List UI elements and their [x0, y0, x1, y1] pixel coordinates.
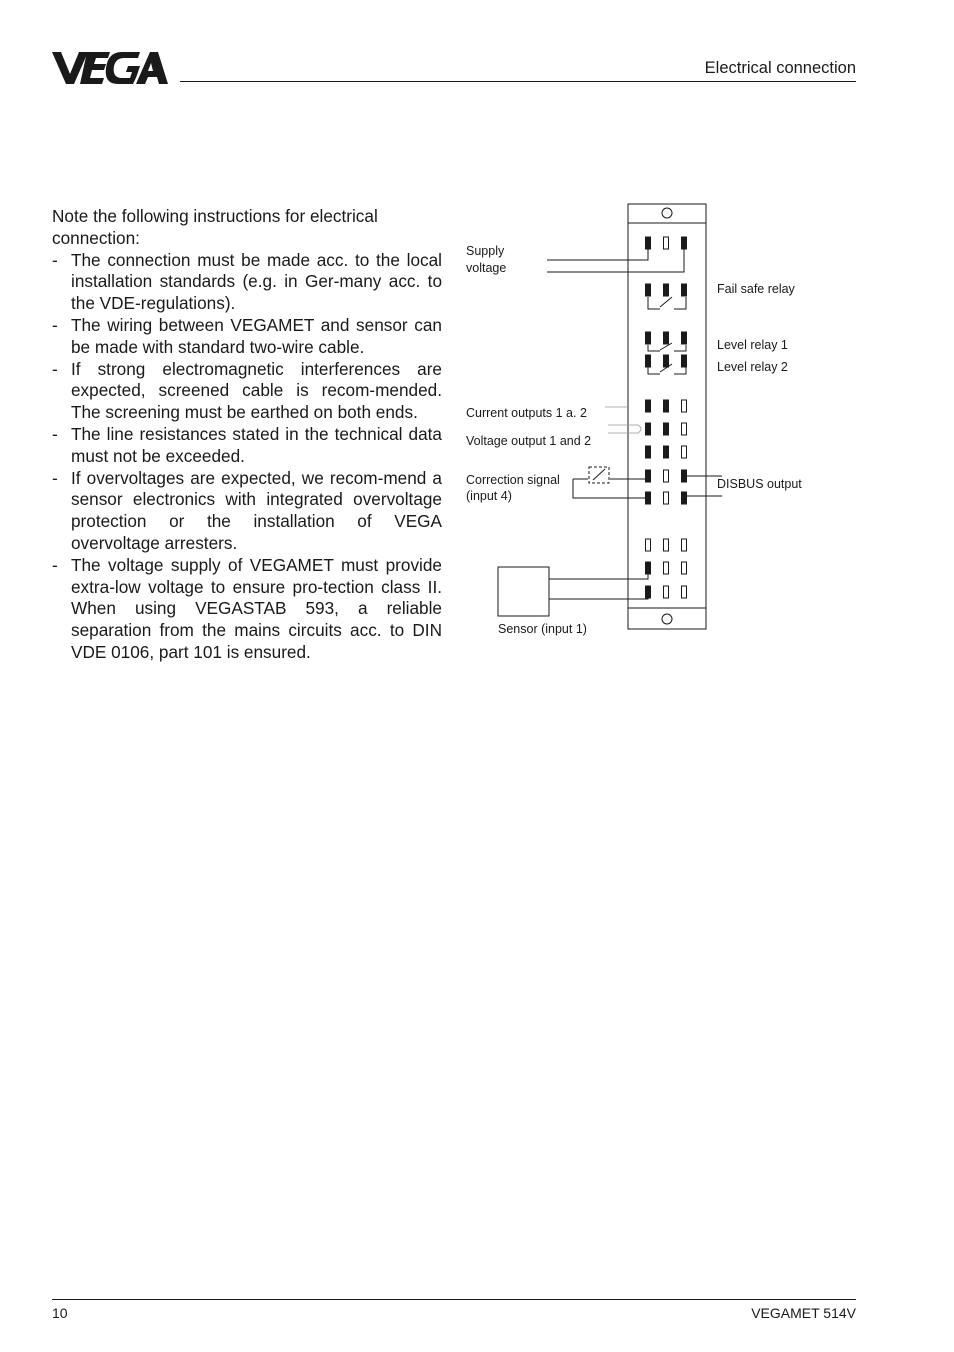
terminal-group [646, 237, 687, 598]
correction-label-1: Correction signal [466, 473, 560, 487]
terminal-pin [664, 586, 669, 598]
terminal-pin [682, 423, 687, 435]
terminal-pin [682, 332, 687, 344]
sensor-wire-2 [549, 593, 648, 599]
level-relay-1-label: Level relay 1 [717, 338, 788, 352]
terminal-pin [682, 400, 687, 412]
terminal-pin [664, 355, 669, 367]
terminal-pin [682, 470, 687, 482]
list-item: - The connection must be made acc. to the local installation standards (e.g. in Ger-many acc. to the VDE-regulations). [52, 249, 442, 314]
mounting-hole-top [662, 208, 672, 218]
correction-switch-blade [593, 469, 605, 480]
mounting-hole-bottom [662, 614, 672, 624]
list-item: - The wiring between VEGAMET and sensor can be made with standard two-wire cable. [52, 314, 442, 357]
wiring-diagram-svg [460, 195, 840, 645]
terminal-pin [664, 237, 669, 249]
terminal-pin [646, 470, 651, 482]
page-number: 10 [52, 1305, 68, 1321]
terminal-pin [646, 284, 651, 296]
terminal-pin [682, 446, 687, 458]
terminal-pin [664, 492, 669, 504]
correction-wire-low [573, 479, 648, 498]
terminal-pin [682, 355, 687, 367]
level2-switch-left [648, 367, 660, 374]
terminal-pin [646, 400, 651, 412]
terminal-pin [646, 423, 651, 435]
product-name: VEGAMET 514V [751, 1305, 856, 1321]
disbus-label: DISBUS output [717, 477, 802, 491]
level2-switch-right [674, 367, 686, 374]
list-item: - The voltage supply of VEGAMET must provide extra-low voltage to ensure pro-tection class II. When using VEGASTAB 593, a reliable separation from the mains circuits acc. to DIN VDE 0106, part 101 is ensured. [52, 554, 442, 662]
terminal-pin [664, 400, 669, 412]
fail-safe-label: Fail safe relay [717, 282, 795, 296]
voltage-output-label: Voltage output 1 and 2 [466, 434, 592, 448]
supply-label-2: voltage [466, 261, 507, 275]
footer-rule [52, 1299, 856, 1300]
terminal-pin [646, 539, 651, 551]
list-item: - The line resistances stated in the technical data must not be exceeded. [52, 423, 442, 466]
correction-label-2: (input 4) [466, 489, 512, 503]
terminal-pin [682, 562, 687, 574]
terminal-pin [682, 492, 687, 504]
wiring-diagram [460, 195, 840, 645]
intro-text [52, 206, 442, 664]
terminal-pin [646, 355, 651, 367]
terminal-pin [664, 423, 669, 435]
terminal-pin [664, 332, 669, 344]
list-item: - If overvoltages are expected, we recom-mend a sensor electronics with integrated overvoltage protection or the installation of VEGA overvoltage arresters. [52, 467, 442, 553]
level1-switch-left [648, 345, 660, 351]
sensor-box [498, 567, 549, 616]
terminal-pin [682, 284, 687, 296]
terminal-pin [682, 586, 687, 598]
header-rule [180, 81, 856, 82]
terminal-pin [664, 470, 669, 482]
instruction-list [52, 250, 442, 664]
current-outputs-label: Current outputs 1 a. 2 [466, 406, 587, 420]
terminal-pin [664, 284, 669, 296]
terminal-pin [664, 562, 669, 574]
level1-switch-right [674, 345, 686, 351]
list-item: - If strong electromagnetic interferences are expected, screened cable is recom-mended. The screening must be earthed on both ends. [52, 358, 442, 423]
sensor-wire-1 [549, 571, 648, 579]
voltage-output-lead [608, 425, 641, 433]
terminal-pin [664, 446, 669, 458]
sensor-label: Sensor (input 1) [498, 622, 587, 636]
fail-safe-switch-left [648, 297, 660, 309]
terminal-pin [646, 332, 651, 344]
supply-label-1: Supply [466, 244, 505, 258]
level-relay-2-label: Level relay 2 [717, 360, 788, 374]
fail-safe-switch-right [674, 297, 686, 309]
terminal-pin [646, 446, 651, 458]
supply-wire-1 [547, 242, 648, 260]
fail-safe-switch-blade [660, 297, 672, 307]
vega-logo [52, 52, 172, 84]
terminal-pin [682, 539, 687, 551]
intro-lead: Note the following instructions for electrical connection: [52, 206, 378, 248]
section-title: Electrical connection [704, 59, 856, 77]
terminal-pin [664, 539, 669, 551]
